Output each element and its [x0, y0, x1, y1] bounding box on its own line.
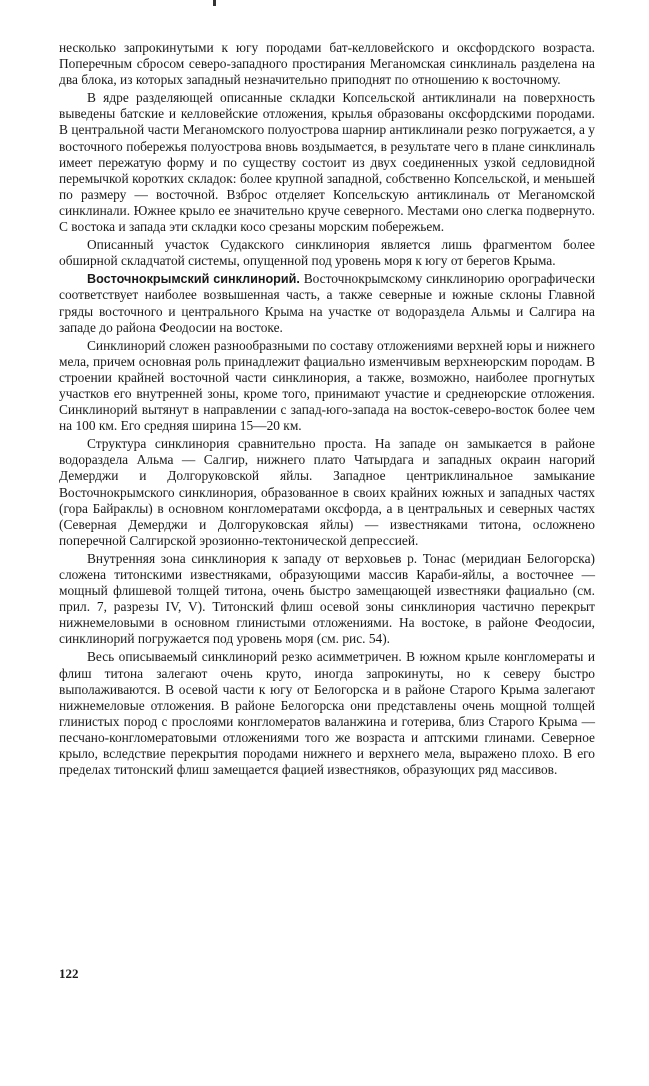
paragraph-5-text: Синклинорий сложен разнообразными по составу отложениями верхней юры и нижнего мела, причем основная роль принадлежит фациально изменчивым верхнеюрским породам. В строении крайней восточной части синклинория, а также, возможно, наиболее прогнутых участков его внутренней зоны, кроме того, принимают участие и среднеюрские отложения. Синклинорий вытянут в направлении с запад-юго-запада на восток-северо-восток более чем на 100 км. Его средняя ширина 15—20 км. [59, 337, 595, 434]
paragraph-3-text: Описанный участок Судакского синклинория является лишь фрагментом более обширной складчатой системы, опущенной под уровень моря к югу от берегов Крыма. [59, 237, 595, 269]
paragraph-4 [59, 271, 595, 335]
paragraph-6-text: Структура синклинория сравнительно проста. На западе он замыкается в районе водораздела Альма — Салгир, нижнего плато Чатырдага и западных окраин нагорий Демерджи и Долгоруковской яйлы. Западное центриклинальное замыкание Восточнокрымского синклинория, образованное в своих крайних южных и западных частях (гора Байраклы) в основном конгломератами оксфорда, а в центральных и северных частях (Северная Демерджи и Долгоруковская яйлы) — известняками титона, осложнено поперечной Салгирской эрозионно-тектонической депрессией. [59, 436, 595, 548]
page-number: 122 [59, 966, 79, 981]
paragraph-8 [59, 649, 595, 778]
paragraph-5 [59, 338, 595, 435]
paragraph-2-text: В ядре разделяющей описанные складки Копсельской антиклинали на поверхность выведены батские и келловейские отложения, крылья образованы оксфордскими породами. В центральной части Меганомского полуострова шарнир антиклинали резко погружается, а у восточного побережья полуострова вновь воздымается, в результате чего в плане синклиналь имеет пережатую форму и по существу состоит из двух соединенных узкой седловидной перемычкой коротких складок: более крупной западной, собственно Копсельской, и меньшей по размеру — восточной. Взброс отделяет Копсельскую антиклиналь от Меганомской синклинали. Южнее крыло ее значительно круче северного. Местами оно слегка подвернуто. С востока и запада эти складки косо срезаны морским побережьем. [59, 90, 595, 235]
scan-mark [213, 0, 216, 6]
paragraph-6 [59, 436, 595, 549]
paragraph-3 [59, 237, 595, 269]
paragraph-1-text: несколько запрокинутыми к югу породами бат-келловейского и оксфордского возраста. Поперечным сбросом северо-западного простирания Меганомская синклиналь разделена на два блока, из которых западный незначительно приподнят по отношению к восточному. [59, 40, 595, 88]
paragraph-2 [59, 90, 595, 235]
page-body [59, 40, 595, 780]
paragraph-8-text: Весь описываемый синклинорий резко асимметричен. В южном крыле конгломераты и флиш титона залегают очень круто, иногда запрокинуты, но к северу быстро выполаживаются. В осевой части к югу от Белогорска и в районе Старого Крыма залегают нижнемеловые отложения. В районе Белогорска они представлены очень мощной толщей глинистых пород с прослоями конгломератов валанжина и готерива, близ Старого Крыма — песчано-конгломератовыми отложениями того же возраста и аптскими глинами. Северное крыло, вследствие перекрытия породами нижнего и верхнего мела, выражено плохо. В его пределах титонский флиш замещается фацией известняков, образующих ряд массивов. [59, 649, 595, 778]
paragraph-7 [59, 551, 595, 648]
section-heading: Восточнокрымский синклинорий. [87, 272, 300, 287]
paragraph-4-text: Восточнокрымскому синклинорию орографически соответствует наиболее возвышенная часть, а также северные и южные склоны Главной гряды восточного и центрального Крыма на участке от водораздела Альмы и Салгира на западе до района Феодосии на востоке. [59, 271, 595, 335]
paragraph-1 [59, 40, 595, 88]
paragraph-7-text: Внутренняя зона синклинория к западу от верховьев р. Тонас (меридиан Белогорска) сложена титонскими известняками, образующими массив Караби-яйлы, а восточнее — мощный флишевой толщей титона, очень быстро замещающей известняки фациально (см. прил. 7, разрезы IV, V). Титонский флиш осевой зоны синклинория частично перекрыт нижнемеловыми в основном глинистыми отложениями. На востоке, в районе Феодосии, синклинорий погружается под уровень моря (см. рис. 54). [59, 550, 595, 647]
